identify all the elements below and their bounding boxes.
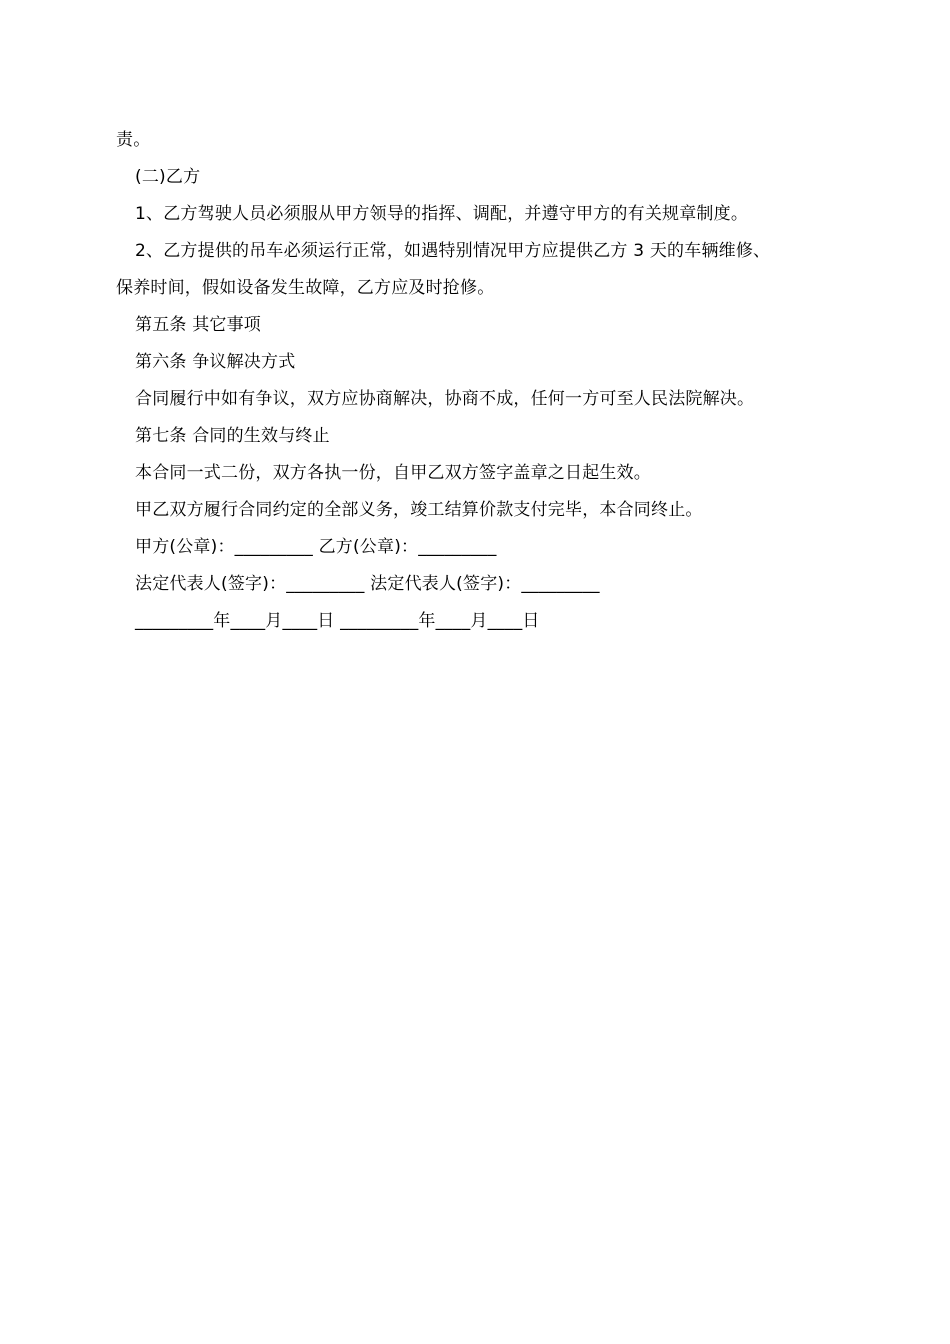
text-line: 责。 bbox=[116, 130, 151, 150]
dispute-resolution-text: 合同履行中如有争议，双方应协商解决，协商不成，任何一方可至人民法院解决。 bbox=[135, 389, 755, 409]
article-6-heading: 第六条 争议解决方式 bbox=[135, 352, 296, 372]
date-line: _________年____月____日 _________年____月____日 bbox=[135, 611, 540, 631]
representative-signature-line: 法定代表人(签字)：_________ 法定代表人(签字)：_________ bbox=[135, 574, 600, 594]
clause-item-1: 1、乙方驾驶人员必须服从甲方领导的指挥、调配，并遵守甲方的有关规章制度。 bbox=[135, 204, 749, 224]
clause-item-2: 2、乙方提供的吊车必须运行正常，如遇特别情况甲方应提供乙方 3 天的车辆维修、 bbox=[135, 241, 771, 261]
seal-signature-line: 甲方(公章)：_________ 乙方(公章)：_________ bbox=[135, 537, 497, 557]
clause-item-2-continued: 保养时间，假如设备发生故障，乙方应及时抢修。 bbox=[116, 278, 495, 298]
article-7-heading: 第七条 合同的生效与终止 bbox=[135, 426, 330, 446]
section-heading-party-b: (二)乙方 bbox=[135, 167, 201, 187]
document-body bbox=[116, 122, 836, 640]
effectiveness-text: 本合同一式二份，双方各执一份，自甲乙双方签字盖章之日起生效。 bbox=[135, 463, 651, 483]
article-5-heading: 第五条 其它事项 bbox=[135, 315, 262, 335]
termination-text: 甲乙双方履行合同约定的全部义务，竣工结算价款支付完毕，本合同终止。 bbox=[135, 500, 703, 520]
